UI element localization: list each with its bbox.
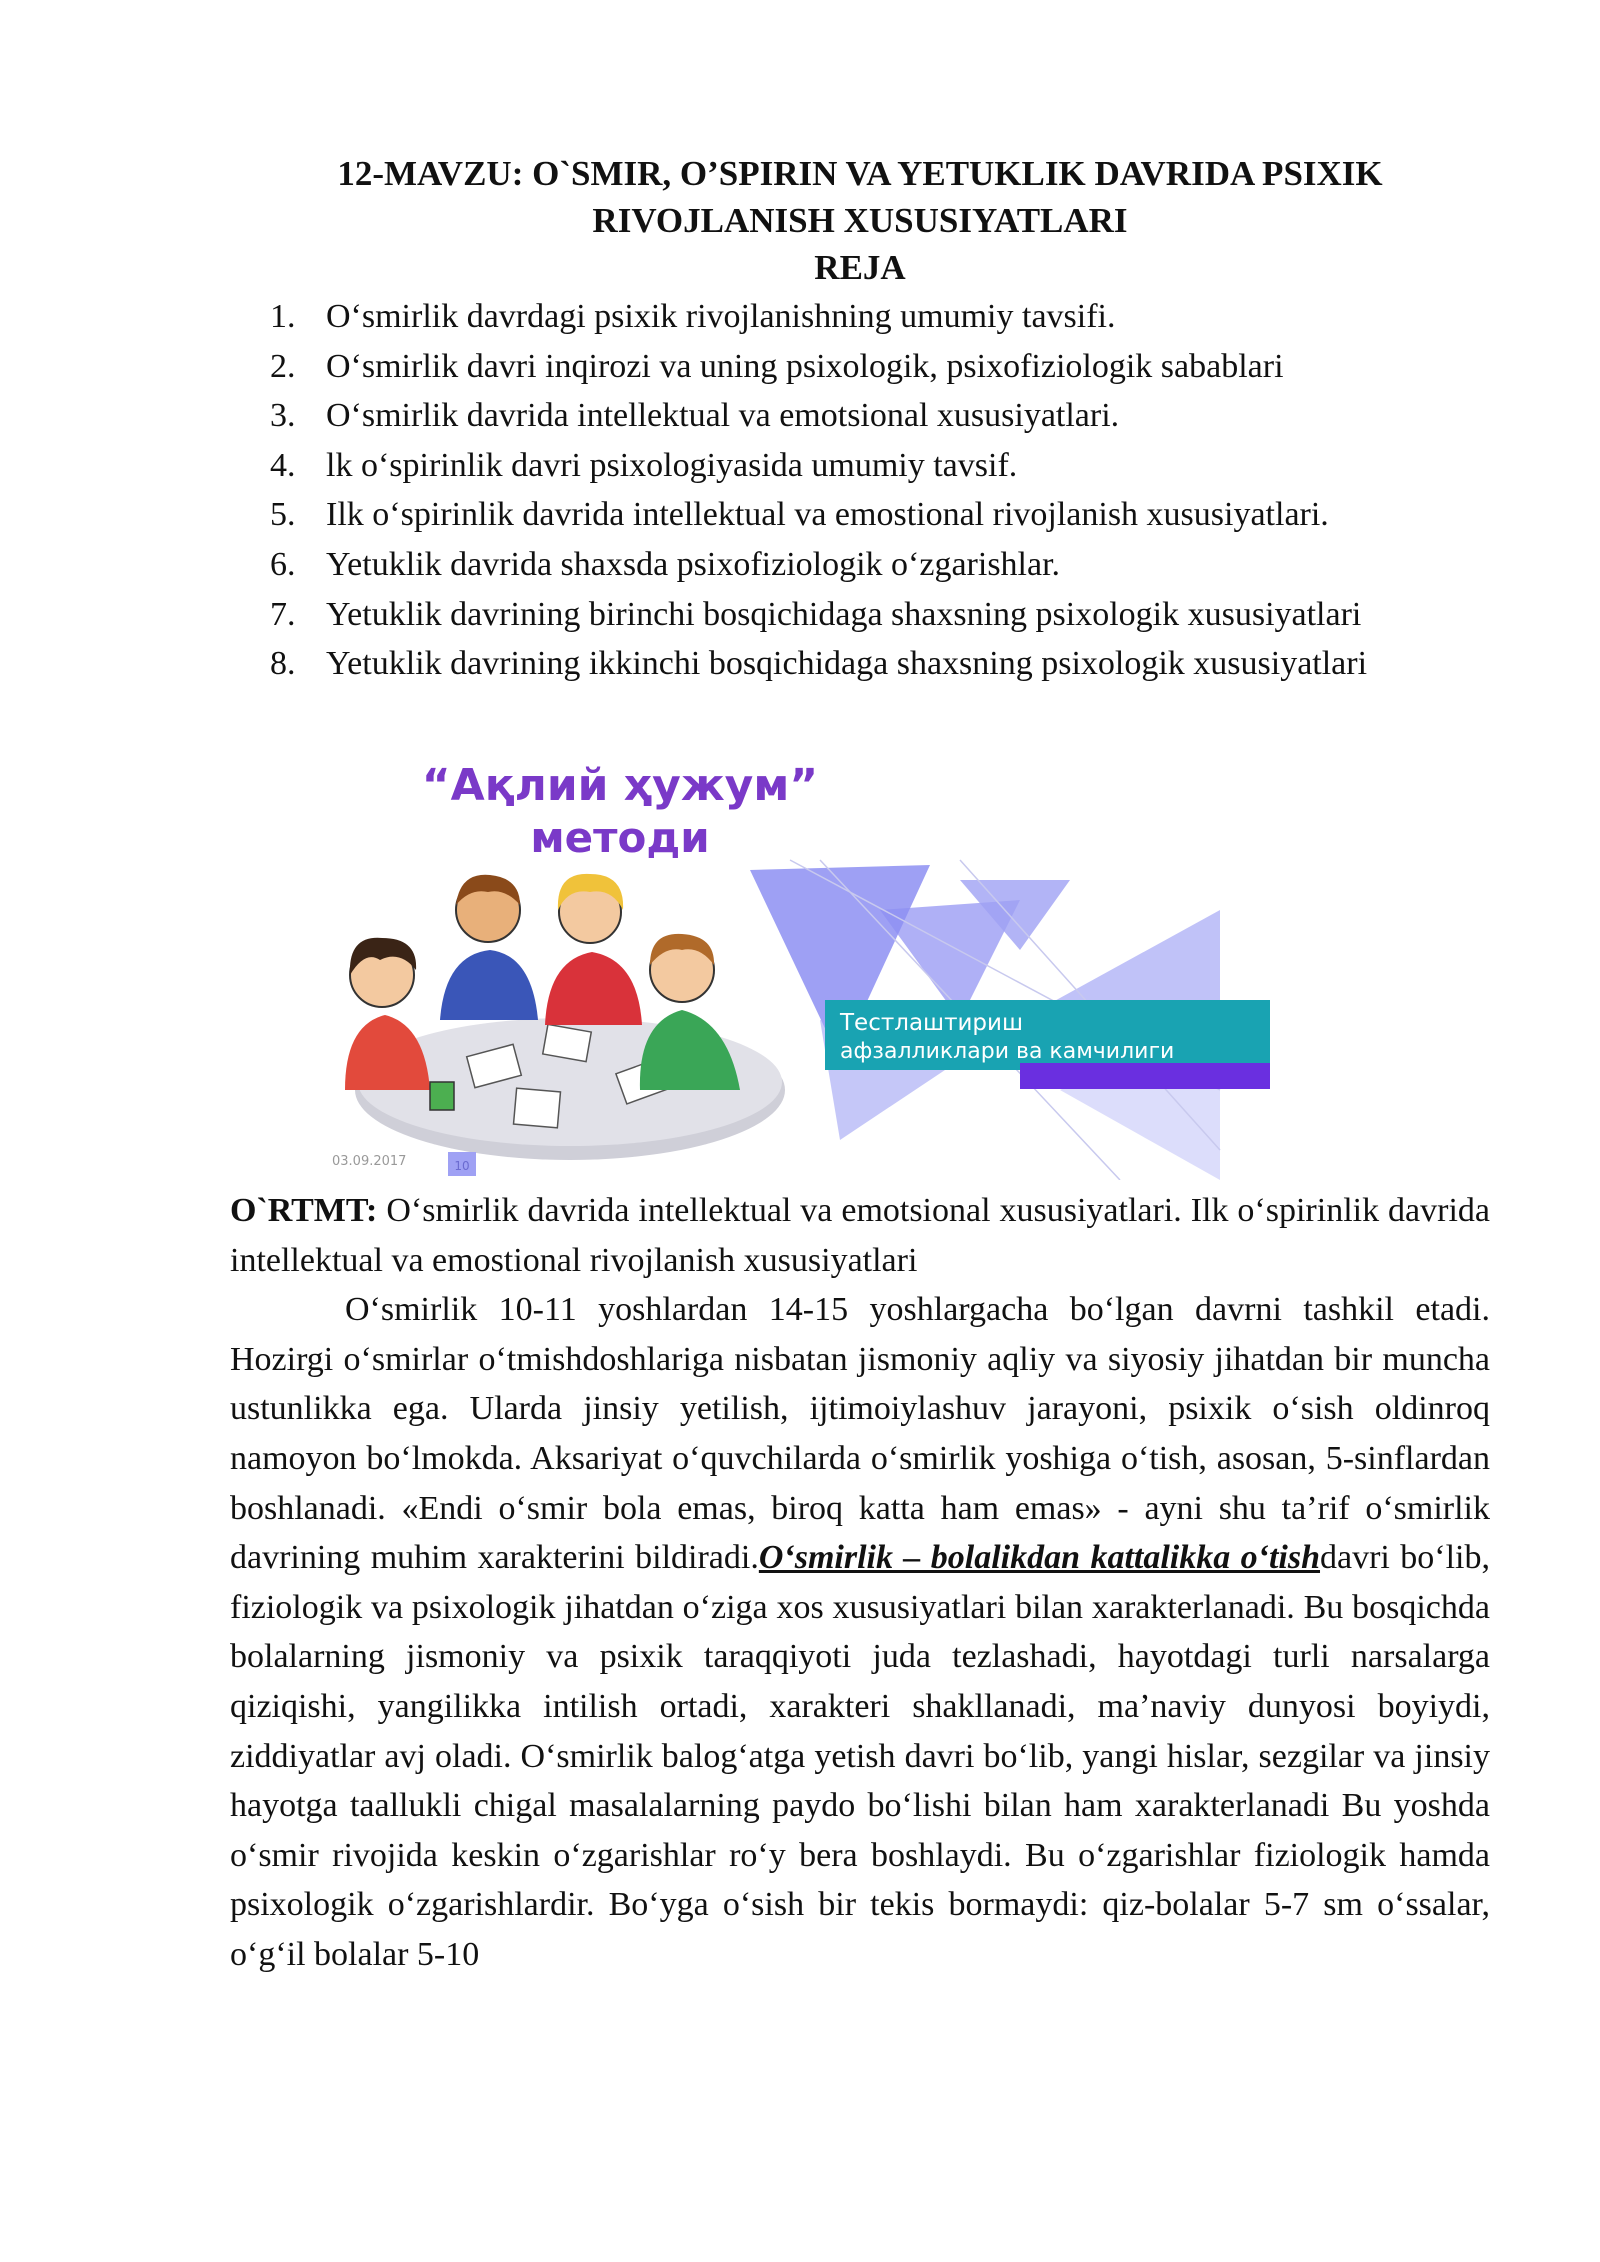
plan-item: [270, 441, 1510, 491]
plan-item: [270, 590, 1510, 640]
ortmt-paragraph: [230, 1186, 1490, 1285]
plan-item-text: Ilk o‘spirinlik davrida intellektual va emostional rivojlanish xususiyatlari.: [326, 496, 1329, 534]
plan-item-number: 5.: [270, 496, 296, 534]
plan-item: [270, 391, 1510, 441]
slide-date: 03.09.2017: [332, 1154, 407, 1169]
plan-item: [270, 540, 1510, 590]
plan-item-number: 4.: [270, 446, 296, 484]
body-text: [230, 1186, 1490, 1980]
brainstorm-method-illustration: [320, 760, 1270, 1180]
plan-item-number: 7.: [270, 595, 296, 633]
plan-item-number: 3.: [270, 397, 296, 435]
heading-line-2: RIVOJLANISH XUSUSIYATLARI: [592, 201, 1128, 240]
plan-item-text: Yetuklik davrining ikkinchi bosqichidaga shaxsning psixologik xususiyatlari: [326, 645, 1368, 683]
banner-line-2: афзалликлари ва камчилиги: [840, 1039, 1175, 1064]
plan-item-text: Yetuklik davrining birinchi bosqichidaga shaxsning psixologik xususiyatlari: [326, 595, 1362, 633]
lesson-heading: [230, 150, 1490, 291]
plan-item: [270, 490, 1510, 540]
main-paragraph: [230, 1285, 1490, 1979]
plan-list: [270, 292, 1510, 689]
plan-item-number: 2.: [270, 347, 296, 385]
plan-item: [270, 342, 1510, 392]
banner-line-1: Тестлаштириш: [840, 1010, 1024, 1036]
slide-number: 10: [454, 1159, 470, 1173]
plan-item-number: 8.: [270, 645, 296, 683]
plan-item-number: 1.: [270, 298, 296, 335]
plan-item-text: O‘smirlik davrida intellektual va emotsional xususiyatlari.: [326, 397, 1120, 435]
plan-item-text: Yetuklik davrida shaxsda psixofiziologik o‘zgarishlar.: [326, 545, 1061, 583]
plan-item-text: lk o‘spirinlik davri psixologiyasida umumiy tavsif.: [326, 446, 1018, 484]
plan-item-number: 6.: [270, 545, 296, 583]
plan-item: [270, 639, 1510, 689]
slide-title-line-2: методи: [530, 813, 710, 862]
plan-item-text: O‘smirlik davrdagi psixik rivojlanishning umumiy tavsifi.: [326, 298, 1116, 335]
plan-item: [270, 292, 1510, 342]
meeting-people-clipart: [345, 874, 785, 1160]
ortmt-label: O`RTMT:: [230, 1192, 378, 1229]
plan-title: REJA: [814, 248, 906, 287]
paragraph-start: O‘smirlik 10-11 yoshlardan 14-15 yoshlargacha bo‘lgan davrni tashkil etadi. Hozirgi o‘smirlar o‘tmishdoshlariga nisbatan jismoniy aqliy va siyosiy jihatdan bir muncha ustunlikka ega. Ularda jinsiy yetilish, ijtimoiylashuv jarayoni, psixik o‘sish oldinroq namoyon bo‘lmokda. Aksariyat o‘quvchilarda o‘smirlik yoshiga o‘tish, asosan, 5-sinflardan boshlanadi. «Endi o‘smir bola emas, biroq katta ham emas» - ayni shu ta’rif o‘smirlik davrining muhim xarakterini bildiradi.: [230, 1291, 1490, 1577]
heading-line-1: 12-MAVZU: O`SMIR, O’SPIRIN VA YETUKLIK DAVRIDA PSIXIK: [337, 154, 1383, 193]
paragraph-end: davri bo‘lib, fiziologik va psixologik jihatdan o‘ziga xos xususiyatlari bilan xarakterlanadi. Bu bosqichda bolalarning jismoniy va psixik taraqqiyoti juda tezlashadi, hayotdagi turli narsalarga qiziqishi, yangilikka intilish ortadi, xarakteri shakllanadi, ma’naviy dunyosi boyiydi, ziddiyatlar avj oladi. O‘smirlik balog‘atga yetish davri bo‘lib, yangi hislar, sezgilar va jinsiy hayotga taallukli chigal masalalarning paydo bo‘lishi bilan ham xarakterlanadi Bu yoshda o‘smir rivojida keskin o‘zgarishlar ro‘y bera boshlaydi. Bu o‘zgarishlar fiziologik hamda psixologik o‘zgarishlardir. Bo‘yga o‘sish bir tekis bormaydi: qiz-bolalar 5-7 sm o‘ssalar, o‘g‘il bolalar 5-10: [230, 1539, 1491, 1973]
banner-bar: [1020, 1063, 1270, 1089]
ortmt-text: O‘smirlik davrida intellektual va emotsional xususiyatlari. Ilk o‘spirinlik davrida intellektual va emostional rivojlanish xususiyatlari: [230, 1192, 1490, 1279]
plan-item-text: O‘smirlik davri inqirozi va uning psixologik, psixofiziologik sabablari: [326, 347, 1284, 385]
slide-title-line-1: “Ақлий ҳужум”: [421, 760, 819, 811]
paragraph-emphasis: O‘smirlik – bolalikdan kattalikka o‘tish: [758, 1539, 1321, 1577]
